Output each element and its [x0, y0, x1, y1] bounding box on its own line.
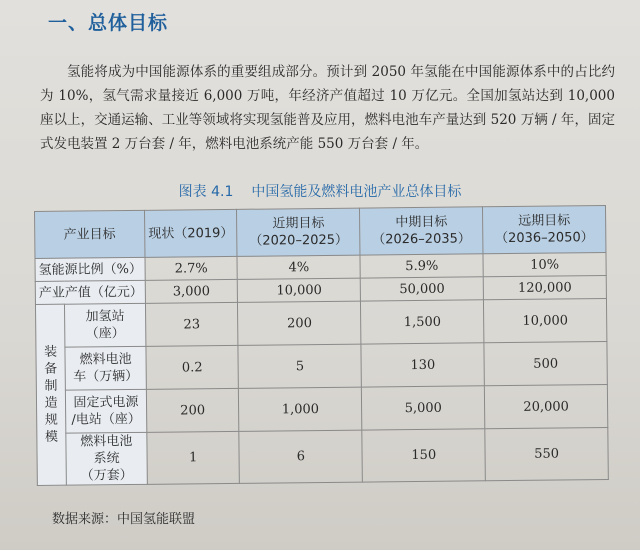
table-cell: 23	[145, 302, 238, 346]
header-near-term: 近期目标 （2020–2025）	[237, 208, 360, 256]
row-label: 燃料电池 车（万辆）	[65, 346, 146, 390]
row-label: 燃料电池 系统 （万套）	[66, 432, 147, 485]
table-cell: 550	[485, 428, 608, 481]
row-label: 产业产值（亿元）	[35, 280, 145, 304]
row-label: 加氢站 （座）	[65, 303, 146, 347]
table-cell: 1	[147, 431, 240, 484]
side-label-equipment-scale: 装 备 制 造 规 模	[35, 304, 66, 485]
table-cell: 1,500	[361, 300, 484, 344]
header-industry-goal: 产业目标	[35, 210, 145, 258]
caption-number: 图表 4.1	[178, 184, 234, 200]
table-cell: 10%	[483, 253, 606, 277]
table-row	[36, 385, 607, 434]
table-cell: 20,000	[484, 385, 607, 429]
table-cell: 5.9%	[360, 254, 483, 278]
table-cell: 0.2	[146, 345, 239, 389]
table-row	[36, 342, 607, 391]
header-mid-term: 中期目标 （2026–2035）	[360, 207, 483, 255]
data-source-note: 数据来源：中国氢能联盟	[52, 512, 196, 527]
table-cell: 1,000	[239, 387, 362, 431]
table-row	[37, 428, 609, 486]
table-cell: 120,000	[483, 276, 606, 300]
table-cell: 500	[484, 342, 607, 386]
table-cell: 200	[238, 301, 361, 345]
table-cell: 50,000	[360, 277, 483, 301]
caption-title: 中国氢能及燃料电池产业总体目标	[251, 184, 462, 200]
table-cell: 10,000	[484, 299, 607, 343]
table-cell: 4%	[237, 255, 360, 279]
table-cell: 5	[238, 344, 361, 388]
table-cell: 2.7%	[145, 256, 238, 280]
table-cell: 5,000	[362, 386, 485, 430]
table-cell: 6	[239, 430, 362, 483]
body-paragraph	[40, 60, 615, 156]
paragraph-text: 氢能将成为中国能源体系的重要组成部分。预计到 2050 年氢能在中国能源体系中的占比约为 10%，氢气需求量接近 6,000 万吨，年经济产值超过 10 万亿元。全国加氢站达到 10,000 座以上，交通运输、工业等领域将实现氢能普及应用，燃料电池车产量达到 520 万辆 / 年，固定式发电装置 2 万台套 / 年，燃料电池系统产能 550 万台套 / 年。	[40, 64, 615, 152]
table-cell: 10,000	[238, 278, 361, 302]
goals-table	[34, 205, 609, 486]
table-caption	[0, 181, 640, 201]
table-cell: 200	[146, 388, 239, 432]
table-header-row	[35, 206, 606, 259]
header-long-term: 远期目标 （2036–2050）	[483, 206, 606, 254]
table-cell: 3,000	[145, 279, 238, 303]
row-label: 固定式电源 /电站（座）	[66, 389, 147, 433]
table-cell: 130	[361, 343, 484, 387]
table-cell: 150	[362, 429, 485, 482]
row-label: 氢能源比例（%）	[35, 257, 145, 281]
section-heading: 一、总体目标	[48, 12, 169, 34]
table-row	[35, 299, 606, 348]
header-status-2019: 现状（2019）	[144, 209, 237, 257]
